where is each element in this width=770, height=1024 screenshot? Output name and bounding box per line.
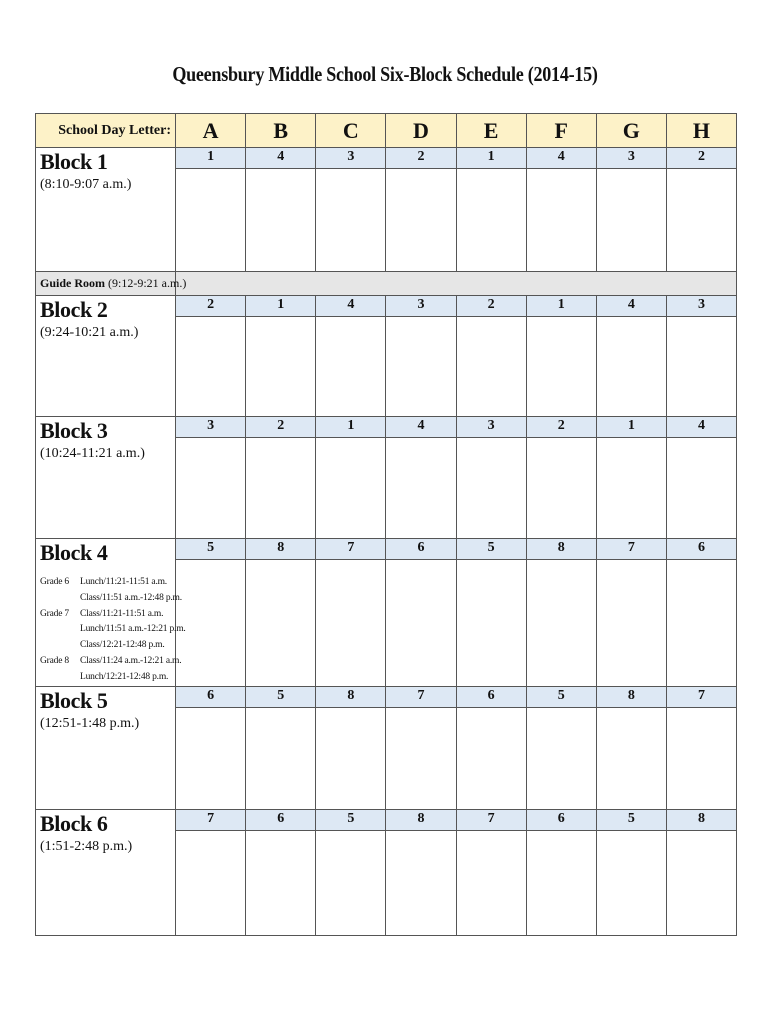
block-2-day-b-number: 1 [246, 296, 316, 317]
block-1-day-d-number: 2 [386, 148, 456, 169]
block-6-day-e-number: 7 [456, 810, 526, 831]
block-3-day-d-number: 4 [386, 417, 456, 438]
block-5-day-b-cell[interactable] [246, 708, 316, 810]
block-5-label-cell [36, 687, 176, 810]
block-5-day-d-cell[interactable] [386, 708, 456, 810]
lunch-grade: Grade 6 [40, 577, 69, 587]
day-letter-g: G [596, 114, 666, 148]
block-6-number-row [36, 810, 737, 831]
day-letter-a: A [176, 114, 246, 148]
block-2-day-b-cell[interactable] [246, 317, 316, 417]
block-6-day-f-cell[interactable] [526, 831, 596, 936]
block-6-day-h-cell[interactable] [666, 831, 736, 936]
block-4-day-c-number: 7 [316, 539, 386, 560]
lunch-time: Lunch/12:21-12:48 p.m. [80, 671, 169, 682]
block-5-day-g-number: 8 [596, 687, 666, 708]
header-row [36, 114, 737, 148]
day-letter-f: F [526, 114, 596, 148]
block-3-day-h-cell[interactable] [666, 438, 736, 539]
lunch-time: Class/11:51 a.m.-12:48 p.m. [80, 592, 182, 603]
block-1-day-e-number: 1 [456, 148, 526, 169]
block-5-time: (12:51-1:48 p.m.) [40, 716, 140, 731]
guide-room-label-cell [36, 272, 187, 296]
block-3-day-g-cell[interactable] [596, 438, 666, 539]
block-2-day-d-cell[interactable] [386, 317, 456, 417]
lunch-grade [40, 670, 80, 686]
block-5-day-a-cell[interactable] [176, 708, 246, 810]
lunch-schedule-row [40, 591, 182, 607]
block-3-day-f-cell[interactable] [526, 438, 596, 539]
block-2-day-c-number: 4 [316, 296, 386, 317]
block-2-day-g-number: 4 [596, 296, 666, 317]
block-1-day-h-cell[interactable] [666, 169, 736, 272]
block-5-day-c-number: 8 [316, 687, 386, 708]
block-6-name: Block 6 [40, 811, 108, 836]
block-2-time: (9:24-10:21 a.m.) [40, 325, 139, 340]
block-5-day-a-number: 6 [176, 687, 246, 708]
block-1-day-d-cell[interactable] [386, 169, 456, 272]
block-3-day-f-number: 2 [526, 417, 596, 438]
block-3-number-row [36, 417, 737, 438]
block-2-day-a-cell[interactable] [176, 317, 246, 417]
lunch-schedule-row [40, 670, 175, 686]
lunch-schedule-row [40, 638, 175, 654]
block-6-day-c-cell[interactable] [316, 831, 386, 936]
block-4-day-f-cell[interactable] [526, 560, 596, 687]
block-4-day-b-cell[interactable] [246, 560, 316, 687]
block-4-day-g-cell[interactable] [596, 560, 666, 687]
block-1-day-f-cell[interactable] [526, 169, 596, 272]
block-4-day-h-number: 6 [666, 539, 736, 560]
day-letter-h: H [666, 114, 736, 148]
lunch-grade [40, 591, 80, 607]
block-5-number-row [36, 687, 737, 708]
block-2-day-f-cell[interactable] [526, 317, 596, 417]
block-5-day-h-number: 7 [666, 687, 736, 708]
block-3-day-d-cell[interactable] [386, 438, 456, 539]
block-4-number-row [36, 539, 737, 560]
block-2-number-row [36, 296, 737, 317]
block-4-day-h-cell[interactable] [666, 560, 736, 687]
block-2-day-a-number: 2 [176, 296, 246, 317]
block-3-label-cell [36, 417, 176, 539]
block-4-name: Block 4 [40, 540, 108, 565]
day-letter-b: B [246, 114, 316, 148]
block-2-day-e-cell[interactable] [456, 317, 526, 417]
block-2-day-d-number: 3 [386, 296, 456, 317]
school-day-letter-label: School Day Letter: [36, 114, 176, 148]
guide-room-label: Guide Room [40, 276, 106, 290]
block-4-day-a-cell[interactable] [176, 560, 246, 687]
lunch-time: Lunch/11:51 a.m.-12:21 p.m. [80, 624, 186, 635]
block-3-day-b-cell[interactable] [246, 438, 316, 539]
block-5-day-g-cell[interactable] [596, 708, 666, 810]
block-5-day-d-number: 7 [386, 687, 456, 708]
block-3-day-c-number: 1 [316, 417, 386, 438]
block-4-day-e-number: 5 [456, 539, 526, 560]
block-6-day-g-number: 5 [596, 810, 666, 831]
block-4-day-d-cell[interactable] [386, 560, 456, 687]
lunch-grade [40, 638, 80, 654]
lunch-grade [40, 622, 80, 638]
block-6-day-d-number: 8 [386, 810, 456, 831]
lunch-schedule-row [40, 654, 182, 670]
block-5-day-f-cell[interactable] [526, 708, 596, 810]
block-6-day-b-number: 6 [246, 810, 316, 831]
block-6-day-b-cell[interactable] [246, 831, 316, 936]
guide-room-time: (9:12-9:21 a.m.) [108, 276, 187, 290]
guide-room-row [36, 272, 737, 296]
block-2-label-cell [36, 296, 176, 417]
block-2-day-c-cell[interactable] [316, 317, 386, 417]
block-5-day-c-cell[interactable] [316, 708, 386, 810]
block-3-day-a-cell[interactable] [176, 438, 246, 539]
block-3-day-e-cell[interactable] [456, 438, 526, 539]
block-3-day-b-number: 2 [246, 417, 316, 438]
lunch-grade: Grade 8 [40, 655, 69, 666]
block-3-day-a-number: 3 [176, 417, 246, 438]
block-1-day-f-number: 4 [526, 148, 596, 169]
lunch-time: Class/11:21-11:51 a.m. [80, 608, 164, 619]
block-1-day-g-number: 3 [596, 148, 666, 169]
lunch-schedule-row [40, 607, 175, 623]
block-6-label-cell [36, 810, 176, 936]
lunch-schedule-row [40, 575, 175, 591]
block-1-day-b-number: 4 [246, 148, 316, 169]
page-title: Queensbury Middle School Six-Block Schedule (2014-15) [172, 62, 598, 86]
block-6-day-d-cell[interactable] [386, 831, 456, 936]
block-5-day-e-number: 6 [456, 687, 526, 708]
lunch-time: Lunch/11:21-11:51 a.m. [80, 577, 167, 587]
block-3-time: (10:24-11:21 a.m.) [40, 446, 145, 461]
block-2-name: Block 2 [40, 297, 108, 322]
day-letter-c: C [316, 114, 386, 148]
block-2-day-f-number: 1 [526, 296, 596, 317]
block-6-day-c-number: 5 [316, 810, 386, 831]
lunch-schedule-row [40, 622, 186, 638]
block-1-day-c-cell[interactable] [316, 169, 386, 272]
block-5-day-e-cell[interactable] [456, 708, 526, 810]
lunch-time: Class/12:21-12:48 p.m. [80, 640, 165, 651]
block-6-day-a-number: 7 [176, 810, 246, 831]
block-6-day-g-cell[interactable] [596, 831, 666, 936]
day-letter-e: E [456, 114, 526, 148]
block-4-day-e-cell[interactable] [456, 560, 526, 687]
block-1-day-a-cell[interactable] [176, 169, 246, 272]
block-6-day-e-cell[interactable] [456, 831, 526, 936]
block-1-day-c-number: 3 [316, 148, 386, 169]
block-3-day-g-number: 1 [596, 417, 666, 438]
block-3-day-h-number: 4 [666, 417, 736, 438]
block-1-time: (8:10-9:07 a.m.) [40, 177, 132, 192]
block-1-label-cell [36, 148, 176, 272]
block-5-name: Block 5 [40, 688, 108, 713]
block-1-day-g-cell[interactable] [596, 169, 666, 272]
block-6-day-f-number: 6 [526, 810, 596, 831]
day-letter-d: D [386, 114, 456, 148]
block-1-day-a-number: 1 [176, 148, 246, 169]
block-6-day-a-cell[interactable] [176, 831, 246, 936]
block-5-day-b-number: 5 [246, 687, 316, 708]
block-4-day-f-number: 8 [526, 539, 596, 560]
block-1-day-b-cell[interactable] [246, 169, 316, 272]
block-2-day-h-cell[interactable] [666, 317, 736, 417]
block-3-name: Block 3 [40, 418, 108, 443]
guide-room-span [176, 272, 737, 296]
block-4-day-b-number: 8 [246, 539, 316, 560]
block-4-day-d-number: 6 [386, 539, 456, 560]
block-3-day-c-cell[interactable] [316, 438, 386, 539]
block-4-label-cell [36, 539, 186, 687]
block-4-day-c-cell[interactable] [316, 560, 386, 687]
block-2-day-g-cell[interactable] [596, 317, 666, 417]
block-5-day-h-cell[interactable] [666, 708, 736, 810]
schedule-table [35, 113, 737, 936]
lunch-schedule [40, 575, 186, 686]
lunch-grade: Grade 7 [40, 608, 69, 619]
block-2-day-h-number: 3 [666, 296, 736, 317]
block-1-number-row [36, 148, 737, 169]
block-5-day-f-number: 5 [526, 687, 596, 708]
block-6-day-h-number: 8 [666, 810, 736, 831]
block-6-time: (1:51-2:48 p.m.) [40, 839, 133, 854]
block-3-day-e-number: 3 [456, 417, 526, 438]
block-2-day-e-number: 2 [456, 296, 526, 317]
lunch-time: Class/11:24 a.m.-12:21 a.m. [80, 655, 182, 666]
block-1-day-e-cell[interactable] [456, 169, 526, 272]
block-1-day-h-number: 2 [666, 148, 736, 169]
block-4-day-g-number: 7 [596, 539, 666, 560]
block-1-name: Block 1 [40, 149, 108, 174]
block-4-day-a-number: 5 [176, 539, 246, 560]
